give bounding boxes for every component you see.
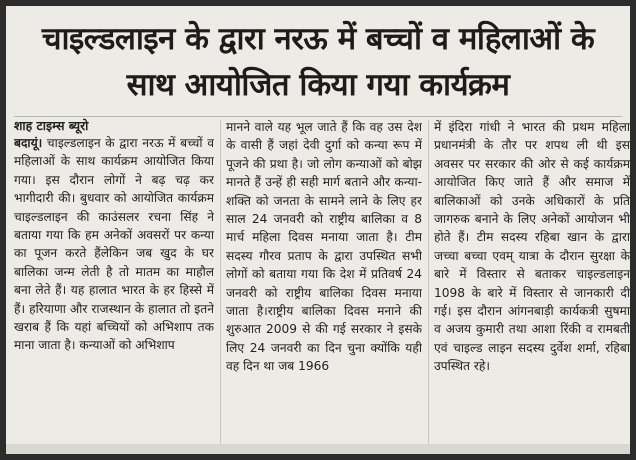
article-dateline: बदायूं। [14,136,43,150]
column-divider [220,120,221,448]
article-column-1 [14,118,214,454]
clipping-bottom-edge [6,444,630,454]
headline-rule [14,116,622,117]
column-1-text: चाइल्डलाइन के द्वारा नरऊ में बच्चों व महिलाओं के साथ कार्यक्रम आयोजित किया गया। इस दौरान लोगों ने बढ़ चढ़ कर भागीदारी की। बुधवार को आयोजित कार्यक्रम चाइल्डलाइन की काउंसलर रचना सिंह ने बताया गया कि हम अनेकों अवसरों पर कन्या का पूजन करते हैंलेकिन जब खुद के घर बालिका जन्म लेती है तो मातम का माहौल बना लेते हैं। यह हालात भारत के हर हिस्से में हैं। हरियाणा और राजस्थान के हालात तो इतने खराब हैं कि यहां बच्चियों को अभिशाप तक माना जाता है। कन्याओं को अभिशाप [14,136,214,353]
article-body [14,118,630,454]
column-3-text: में इंदिरा गांधी ने भारत की प्रथम महिला प्रधानमंत्री के तौर पर शपथ ली थी इस अवसर पर सरकार की ओर से कई कार्यक्रम आयोजित किए जाते हैं और समाज में बालिकाओं को उनके अधिकारों के प्रति जागरुक बनाने के लिए अनेकों आयोजन भी होते हैं। टीम सदस्य रहिबा खान के द्वारा जच्चा बच्चा एवम् यात्रा के दौरान सुरक्षा के बारे में विस्तार से बताकर चाइल्डलाइन 1098 के बारे में विस्तार से जानकारी दी गई। इस दौरान आंगनबाड़ी कार्यकत्री सुषमा व अजय कुमारी तथा आशा रिंकी व रामबती एवं चाइल्ड लाइन सदस्य दुर्वेश शर्मा, रहिबा उपस्थित रहे। [434,120,630,374]
article-headline: चाइल्डलाइन के द्वारा नरऊ में बच्चों व महिलाओं के साथ आयोजित किया गया कार्यक्रम [41,21,595,103]
column-divider [428,120,429,448]
article-byline: शाह टाइम्स ब्यूरो [14,118,89,133]
article-column-2 [226,118,422,454]
article-column-3 [434,118,630,454]
column-2-text: मानने वाले यह भूल जाते हैं कि वह उस देश के वासी हैं जहां देवी दुर्गा को कन्या रूप में पूजने की प्रथा है। जो लोग कन्याओं को बोझ मानते हैं उन्हें ही सही मार्ग बताने और कन्या-शक्ति को जनता के सामने लाने के लिए हर साल 24 जनवरी को राष्ट्रीय बालिका व 8 मार्च महिला दिवस मनाया जाता है। टीम सदस्य गौरव प्रताप के द्वारा उपस्थित सभी लोगों को बताया गया कि देश में प्रतिवर्ष 24 जनवरी को राष्ट्रीय बालिका दिवस मनाया जाता है।राष्ट्रीय बालिका दिवस मनाने की शुरुआत 2009 से की गई सरकार ने इसके लिए 24 जनवरी का दिन चुना क्योंकि यही वह दिन था जब 1966 [226,120,422,374]
newspaper-clipping [6,6,630,454]
